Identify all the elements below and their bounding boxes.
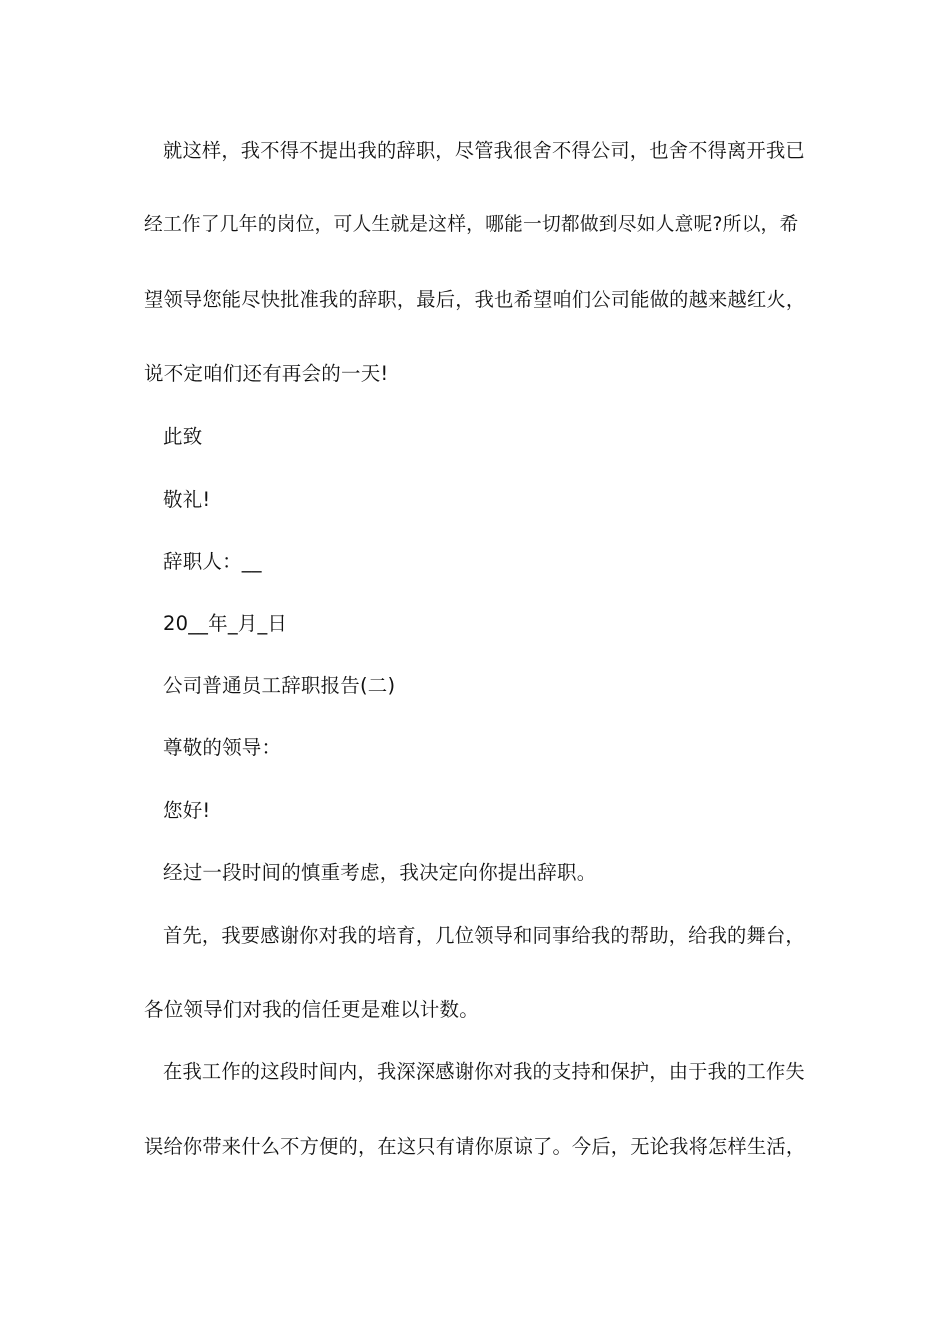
closing-salutation: 此致 (163, 425, 203, 448)
paragraph-line: 在我工作的这段时间内，我深深感谢你对我的支持和保护，由于我的工作失 (163, 1060, 805, 1083)
paragraph-line: 望领导您能尽快批准我的辞职，最后，我也希望咱们公司能做的越来越红火， (144, 288, 806, 311)
paragraph-line: 各位领导们对我的信任更是难以计数。 (144, 998, 479, 1021)
paragraph-line: 说不定咱们还有再会的一天! (144, 362, 389, 385)
greeting-line: 尊敬的领导： (163, 736, 282, 759)
date-line: 20__年_月_日 (163, 612, 288, 635)
paragraph-line: 经工作了几年的岗位，可人生就是这样，哪能一切都做到尽如人意呢?所以，希 (144, 214, 799, 235)
closing-regards: 敬礼! (163, 488, 211, 511)
paragraph-line: 就这样，我不得不提出我的辞职，尽管我很舍不得公司，也舍不得离开我已 (163, 139, 805, 162)
paragraph-line: 误给你带来什么不方便的，在这只有请你原谅了。今后，无论我将怎样生活， (144, 1135, 806, 1158)
greeting-hello: 您好! (163, 799, 211, 822)
signature-line: 辞职人：__ (163, 550, 262, 573)
section-title: 公司普通员工辞职报告(二) (163, 674, 396, 697)
paragraph-line: 首先，我要感谢你对我的培育，几位领导和同事给我的帮助，给我的舞台， (163, 924, 805, 947)
paragraph-line: 经过一段时间的慎重考虑，我决定向你提出辞职。 (163, 861, 597, 884)
